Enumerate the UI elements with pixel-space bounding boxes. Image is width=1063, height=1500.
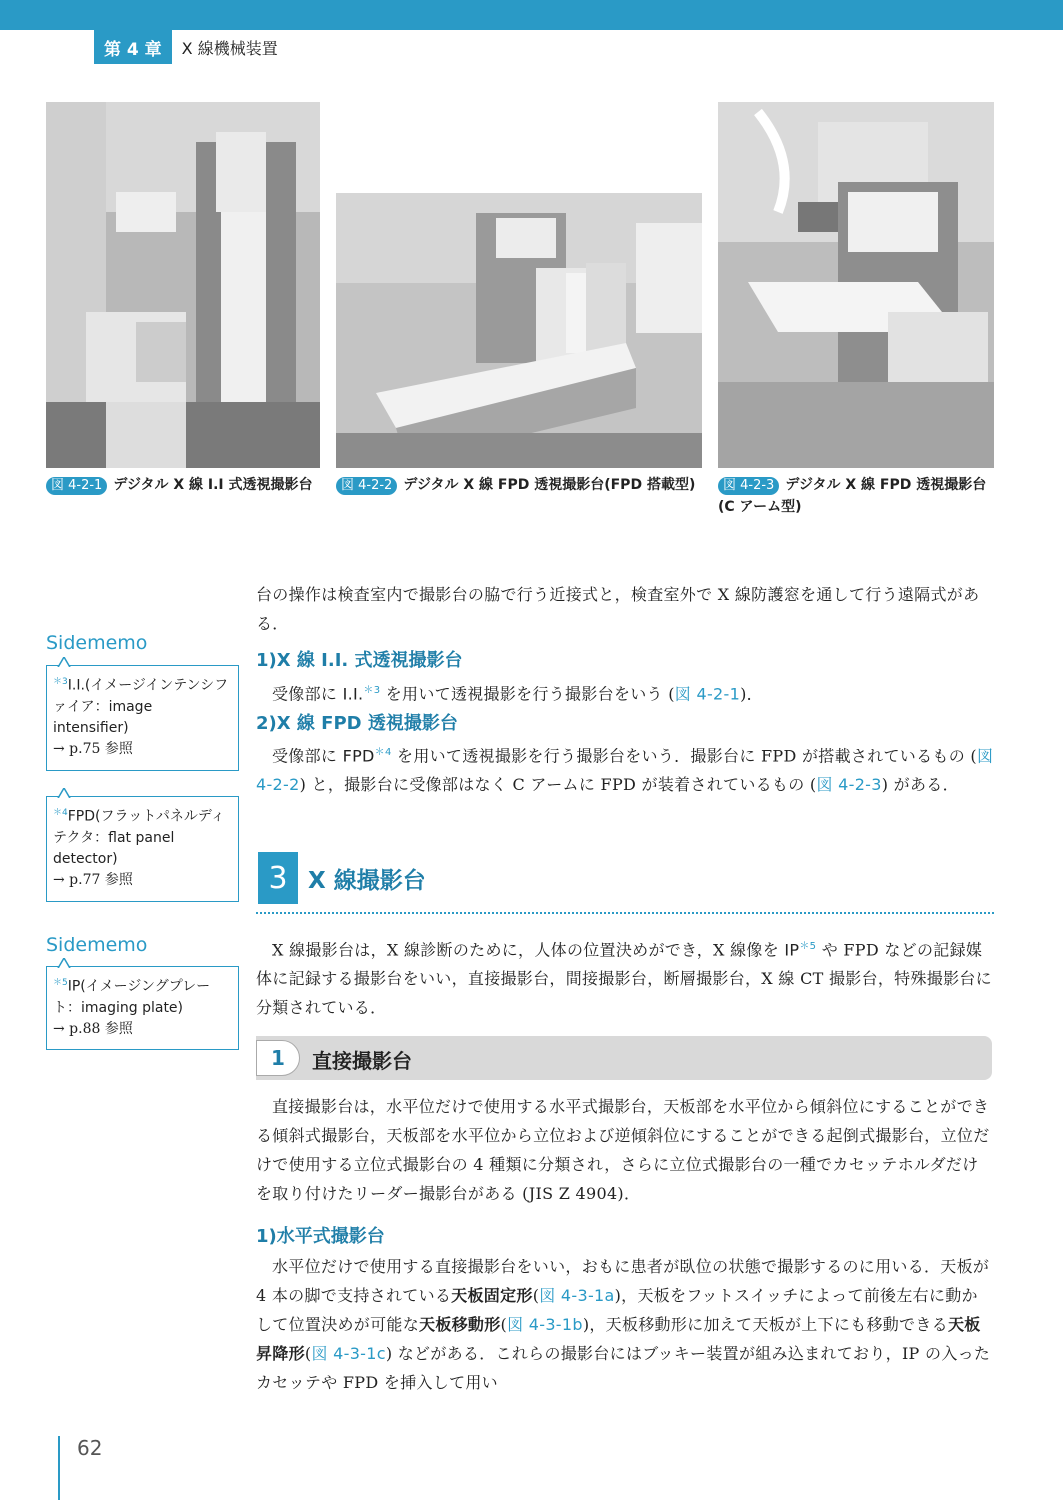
text: や FPD などの記録媒体に記録する撮影台をいい，直接撮影台，間接撮影台，断層撮影台，X 線 CT 撮影台，特殊撮影台に分類されている． bbox=[256, 940, 992, 1018]
term-lifting-top: 天板昇降形 bbox=[256, 1315, 981, 1363]
note-mark-3[interactable]: ＊3 bbox=[363, 685, 381, 696]
memo-see-ref[interactable]: → p.77 参照 bbox=[53, 871, 133, 888]
text: を用いて透視撮影を行う撮影台をいう ( bbox=[380, 684, 675, 704]
text: ) がある． bbox=[881, 775, 959, 795]
chapter-header bbox=[94, 30, 288, 64]
figure-caption-text-2: デジタル X 線 FPD 透視撮影台(FPD 搭載型) bbox=[403, 477, 696, 493]
section-header bbox=[256, 852, 994, 914]
figure-ref-4-3-1c[interactable]: 図 4-3-1c bbox=[311, 1344, 386, 1363]
memo-text: I.I.(イメージインテンシファイア：image intensifier) bbox=[53, 677, 229, 736]
page-number-rule bbox=[58, 1436, 60, 1500]
memo-mark: ＊4 bbox=[53, 808, 68, 818]
figure-caption-2 bbox=[336, 474, 702, 496]
term-moving-top: 天板移動形 bbox=[419, 1315, 501, 1334]
text: ) と，撮影台に受像部はなく C アームに FPD が装着されているもの ( bbox=[299, 775, 817, 795]
figure-photo-3 bbox=[718, 102, 994, 468]
sidememo-note-5 bbox=[46, 966, 239, 1050]
memo-see-ref[interactable]: → p.88 参照 bbox=[53, 1020, 133, 1037]
figure-caption-text-3: デジタル X 線 FPD 透視撮影台(C アーム型) bbox=[718, 477, 987, 515]
term-fpd: FPD bbox=[342, 746, 375, 766]
intro-text: 台の操作は検査室内で撮影台の脇で行う近接式と，検査室外で X 線防護窓を通して行う遠隔式がある． bbox=[256, 585, 980, 633]
memo-notch-icon bbox=[57, 788, 71, 800]
memo-mark: ＊5 bbox=[53, 978, 68, 988]
memo-notch-icon bbox=[57, 958, 71, 970]
term-ii: I.I. bbox=[342, 684, 364, 704]
memo-notch-icon bbox=[57, 657, 71, 669]
memo-text: IP(イメージングプレート：imaging plate) bbox=[53, 978, 211, 1016]
text: 受像部に bbox=[272, 746, 343, 766]
paragraph-xray-table bbox=[256, 932, 994, 1022]
text: などがある．これらの撮影台にはブッキー装置が組み込まれており，IP の入ったカセッテや FPD を挿入して用い bbox=[256, 1344, 991, 1392]
text: )． bbox=[740, 684, 763, 704]
paragraph-fpd-fluoro-table bbox=[256, 738, 994, 799]
figure-label-3: 図 4-2-3 bbox=[718, 477, 779, 495]
intro-paragraph bbox=[256, 580, 994, 638]
heading-fpd-fluoro-table: 2)X 線 FPD 透視撮影台 bbox=[256, 713, 458, 734]
sidememo-title-2: Sidememo bbox=[46, 934, 148, 956]
sidememo-note-4 bbox=[46, 796, 239, 902]
term-ip: IP bbox=[784, 940, 800, 960]
text: X 線撮影台は，X 線診断のために，人体の位置決めができ，X 線像を bbox=[272, 940, 785, 960]
subsection-number: 1 bbox=[256, 1040, 300, 1076]
figure-caption-1 bbox=[46, 474, 320, 496]
figure-label-1: 図 4-2-1 bbox=[46, 477, 107, 495]
heading-ii-fluoro-table: 1)X 線 I.I. 式透視撮影台 bbox=[256, 650, 463, 671]
chapter-title: X 線機械装置 bbox=[181, 38, 278, 58]
paragraph-horizontal-table: 水平位だけで使用する直接撮影台をいい，おもに患者が臥位の状態で撮影するのに用いる．天板が 4 本の脚で支持されている天板固定形(図 4-3-1a)，天板をフットスイッチによって前後左右に動かして位置決めが可能な天板移動形(図 4-3-1b)，天板移動形に加えて天板が上下にも移動できる天板昇降形(図 4-3-1c) などがある．これらの撮影台にはブッキー装置が組み込まれており，IP の入ったカセッテや FPD を挿入して用い bbox=[256, 1257, 991, 1392]
figure-caption-text-1: デジタル X 線 I.I 式透視撮影台 bbox=[113, 477, 313, 493]
figure-caption-3 bbox=[718, 474, 994, 518]
text: を用いて透視撮影を行う撮影台をいう．撮影台に FPD が搭載されているもの ( bbox=[391, 746, 977, 766]
figure-label-2: 図 4-2-2 bbox=[336, 477, 397, 495]
text: 水平位だけで使用する直接撮影台をいい，おもに患者が臥位の状態で撮影するのに用いる．天板が 4 本の脚で支持されている bbox=[256, 1257, 990, 1305]
figure-ref-4-2-3[interactable]: 図 4-2-3 bbox=[816, 775, 882, 795]
section-title: X 線撮影台 bbox=[308, 868, 426, 894]
direct-table-text: 直接撮影台は，水平位だけで使用する水平式撮影台，天板部を水平位から傾斜位にすることができる傾斜式撮影台，天板部を水平位から立位および逆傾斜位にすることができる起倒式撮影台，立位だけで使用する立位式撮影台の 4 種類に分類され，さらに立位式撮影台の一種でカセッテホルダだけを取り付けたリーダー撮影台がある (JIS Z 4904)． bbox=[256, 1097, 990, 1203]
figure-ref-4-2-1[interactable]: 図 4-2-1 bbox=[674, 684, 741, 704]
section-number: 3 bbox=[258, 852, 298, 904]
memo-text: FPD(フラットパネルディテクタ：flat panel detector) bbox=[53, 808, 225, 867]
figure-photo-1 bbox=[46, 102, 320, 468]
paragraph-direct-table bbox=[256, 1092, 994, 1208]
note-mark-4[interactable]: ＊4 bbox=[374, 747, 392, 758]
heading-horizontal-table: 1)水平式撮影台 bbox=[256, 1226, 385, 1247]
figure-ref-4-3-1a[interactable]: 図 4-3-1a bbox=[539, 1286, 615, 1305]
page-number: 62 bbox=[77, 1436, 103, 1460]
paragraph-ii-fluoro-table bbox=[256, 676, 994, 708]
text: ，天板をフットスイッチによって前後左右に動かして位置決めが可能な bbox=[256, 1286, 978, 1334]
top-color-bar bbox=[0, 0, 1063, 30]
figure-ref-4-3-1b[interactable]: 図 4-3-1b bbox=[507, 1315, 583, 1334]
figure-photo-2 bbox=[336, 193, 702, 468]
memo-mark: ＊3 bbox=[53, 677, 68, 687]
chapter-number: 第 4 章 bbox=[94, 30, 172, 64]
subsection-header bbox=[256, 1036, 992, 1080]
sidememo-note-3 bbox=[46, 665, 239, 771]
sidememo-title-1: Sidememo bbox=[46, 632, 148, 654]
text: ，天板移動形に加えて天板が上下にも移動できる bbox=[589, 1315, 948, 1334]
memo-see-ref[interactable]: → p.75 参照 bbox=[53, 740, 133, 757]
figure-ref-4-2-2[interactable]: 図 4-2-2 bbox=[256, 746, 994, 795]
text: 受像部に bbox=[272, 684, 343, 704]
term-fixed-top: 天板固定形 bbox=[451, 1286, 533, 1305]
subsection-title: 直接撮影台 bbox=[312, 1049, 412, 1073]
note-mark-5[interactable]: ＊5 bbox=[799, 941, 817, 952]
